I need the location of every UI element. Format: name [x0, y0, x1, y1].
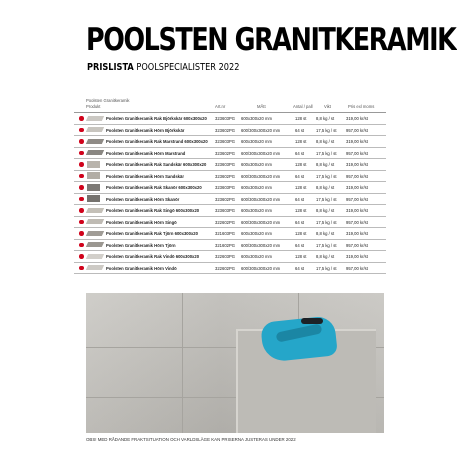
bullet-icon: [79, 231, 84, 236]
table-row: [74, 217, 386, 229]
price: 319,00 kr/st: [346, 162, 368, 167]
table-row: [74, 171, 386, 183]
quantity-per-pallet: 128 st: [295, 185, 307, 190]
table-row: [74, 251, 386, 263]
quantity-per-pallet: 64 st: [295, 127, 305, 133]
product-name: Poolsten Granitkeramik Rak Singö 600x300x20: [106, 208, 200, 213]
weight: 8,8 kg / st: [316, 208, 335, 213]
stone-swatch-icon: [87, 172, 100, 179]
stone-swatch-icon: [87, 195, 100, 202]
quantity-per-pallet: 128 st: [295, 254, 307, 259]
price-table: [74, 97, 386, 274]
product-name: Poolsten Granitkeramik Hörn Tjörn: [106, 242, 176, 248]
dimensions: 600/300x300x20 mm: [241, 219, 281, 225]
price: 957,00 kr/st: [346, 127, 368, 133]
col-antal: Antal / pall: [293, 104, 313, 109]
quantity-per-pallet: 64 st: [295, 265, 305, 271]
quantity-per-pallet: 128 st: [295, 116, 307, 121]
product-name: Poolsten Granitkeramik Rak Skanör 600x300x20: [106, 185, 202, 190]
bullet-icon: [79, 254, 84, 259]
table-row: [74, 148, 386, 160]
dimensions: 600x300x20 mm: [241, 231, 272, 236]
quantity-per-pallet: 128 st: [295, 139, 307, 144]
dimensions: 600/300x300x20 mm: [241, 127, 281, 133]
dimensions: 600/300x300x20 mm: [241, 265, 281, 271]
bullet-icon: [79, 116, 84, 121]
weight: 17,5 kg / st: [316, 196, 337, 202]
stone-swatch-icon: [86, 139, 104, 144]
product-name: Poolsten Granitkeramik Rak Björkskär 600x300x20: [106, 116, 207, 121]
dimensions: 600/300x300x20 mm: [241, 196, 281, 202]
product-photo: [86, 293, 384, 433]
article-number: 322602PG: [215, 219, 236, 225]
article-number: 323602PG: [215, 150, 236, 156]
quantity-per-pallet: 64 st: [295, 196, 305, 202]
weight: 8,8 kg / st: [316, 254, 335, 259]
stone-swatch-icon: [86, 127, 104, 132]
quantity-per-pallet: 64 st: [295, 242, 305, 248]
table-row: [74, 136, 386, 148]
weight: 8,8 kg / st: [316, 162, 335, 167]
dimensions: 600x300x20 mm: [241, 162, 272, 167]
page-title: POOLSTEN GRANITKERAMIK: [86, 22, 456, 58]
stone-swatch-icon: [86, 231, 104, 236]
weight: 17,5 kg / st: [316, 173, 337, 179]
towel-image: [260, 315, 338, 363]
weight: 8,8 kg / st: [316, 185, 335, 190]
quantity-per-pallet: 128 st: [295, 231, 307, 236]
article-number: 323603PG: [215, 185, 236, 190]
subtitle-rest: POOLSPECIALISTER 2022: [136, 62, 240, 73]
price: 957,00 kr/st: [346, 150, 368, 156]
price: 319,00 kr/st: [346, 208, 368, 213]
weight: 8,8 kg / st: [316, 231, 335, 236]
article-number: 322602PG: [215, 265, 236, 271]
product-name: Poolsten Granitkeramik Rak Sandskär 600x300x20: [106, 162, 207, 167]
tile-joint: [182, 293, 183, 433]
price: 957,00 kr/st: [346, 196, 368, 202]
table-row: [74, 159, 386, 171]
table-body: [74, 113, 386, 274]
bullet-icon: [79, 266, 84, 271]
article-number: 323603PG: [215, 116, 236, 121]
stone-swatch-icon: [86, 242, 104, 247]
article-number: 323602PG: [215, 127, 236, 133]
price: 957,00 kr/st: [346, 219, 368, 225]
table-header: [74, 97, 386, 113]
weight: 8,8 kg / st: [316, 139, 335, 144]
bullet-icon: [79, 162, 84, 167]
dimensions: 600x300x20 mm: [241, 185, 272, 190]
table-row: [74, 125, 386, 137]
quantity-per-pallet: 64 st: [295, 173, 305, 179]
dimensions: 600/300x300x20 mm: [241, 242, 281, 248]
table-row: [74, 240, 386, 252]
dimensions: 600x300x20 mm: [241, 116, 272, 121]
bullet-icon: [79, 174, 84, 179]
dimensions: 600x300x20 mm: [241, 208, 272, 213]
weight: 17,5 kg / st: [316, 219, 337, 225]
product-name: Poolsten Granitkeramik Rak Vindö 600x300x20: [106, 254, 200, 259]
price: 957,00 kr/st: [346, 173, 368, 179]
product-name: Poolsten Granitkeramik Rak Tjörn 600x300x20: [106, 231, 198, 236]
price: 319,00 kr/st: [346, 139, 368, 144]
price: 319,00 kr/st: [346, 231, 368, 236]
bullet-icon: [79, 197, 84, 202]
bullet-icon: [79, 208, 84, 213]
article-number: 321602PG: [215, 242, 236, 248]
article-number: 323603PG: [215, 162, 236, 167]
stone-swatch-icon: [86, 208, 104, 213]
product-name: Poolsten Granitkeramik Hörn Singö: [106, 219, 177, 225]
product-name: Poolsten Granitkeramik Hörn Sandskär: [106, 173, 184, 179]
price: 957,00 kr/st: [346, 265, 368, 271]
dimensions: 600/300x300x20 mm: [241, 173, 281, 179]
weight: 17,5 kg / st: [316, 265, 337, 271]
product-name: Poolsten Granitkeramik Hörn Björkskär: [106, 127, 185, 133]
table-row: [74, 113, 386, 125]
product-name: Poolsten Granitkeramik Hörn Marstrand: [106, 150, 186, 156]
stone-swatch-icon: [86, 150, 104, 155]
col-pris: Pris exl moms: [348, 104, 375, 109]
weight: 17,5 kg / st: [316, 127, 337, 133]
weight: 17,5 kg / st: [316, 242, 337, 248]
weight: 8,8 kg / st: [316, 116, 335, 121]
table-row: [74, 182, 386, 194]
product-name: Poolsten Granitkeramik Hörn Skanör: [106, 196, 180, 202]
table-row: [74, 263, 386, 275]
col-artnr: Art.nr: [215, 104, 226, 109]
quantity-per-pallet: 128 st: [295, 162, 307, 167]
col-matt: MÅtt: [257, 104, 266, 109]
col-produkt: Produkt: [86, 104, 101, 109]
article-number: 323602PG: [215, 196, 236, 202]
product-name: Poolsten Granitkeramik Rak Marstrand 600x300x20: [106, 139, 208, 144]
weight: 17,5 kg / st: [316, 150, 337, 156]
bullet-icon: [79, 185, 84, 190]
article-number: 323602PG: [215, 173, 236, 179]
price: 319,00 kr/st: [346, 116, 368, 121]
bullet-icon: [79, 220, 84, 225]
table-row: [74, 194, 386, 206]
bullet-icon: [79, 139, 84, 144]
stone-swatch-icon: [87, 184, 100, 191]
product-name: Poolsten Granitkeramik Hörn Vindö: [106, 265, 177, 271]
subtitle-bold: PRISLISTA: [87, 62, 134, 73]
table-row: [74, 228, 386, 240]
table-row: [74, 205, 386, 217]
price: 319,00 kr/st: [346, 254, 368, 259]
stone-swatch-icon: [86, 116, 104, 121]
quantity-per-pallet: 128 st: [295, 208, 307, 213]
dimensions: 600x300x20 mm: [241, 139, 272, 144]
col-vikt: Vikt: [324, 104, 331, 109]
bullet-icon: [79, 128, 84, 133]
article-number: 322603PG: [215, 254, 236, 259]
group-label: Poolsten Granitkeramik: [86, 98, 130, 103]
dimensions: 600x300x20 mm: [241, 254, 272, 259]
sunglasses-image: [301, 318, 323, 324]
price-note: OBS! MED RÅDANDE FRAKTSITUATION OCH VARLDSLÄGE KAN PRISERNA JUSTERAS UNDER 2022: [86, 437, 296, 442]
stone-swatch-icon: [86, 265, 104, 270]
price: 957,00 kr/st: [346, 242, 368, 248]
quantity-per-pallet: 64 st: [295, 150, 305, 156]
price: 319,00 kr/st: [346, 185, 368, 190]
stone-swatch-icon: [87, 161, 100, 168]
dimensions: 600/300x300x20 mm: [241, 150, 281, 156]
article-number: 321603PG: [215, 231, 236, 236]
bullet-icon: [79, 243, 84, 248]
quantity-per-pallet: 64 st: [295, 219, 305, 225]
page-subtitle: [87, 62, 239, 74]
article-number: 323603PG: [215, 208, 236, 213]
stone-swatch-icon: [86, 254, 104, 259]
bullet-icon: [79, 151, 84, 156]
stone-swatch-icon: [86, 219, 104, 224]
article-number: 323603PG: [215, 139, 236, 144]
